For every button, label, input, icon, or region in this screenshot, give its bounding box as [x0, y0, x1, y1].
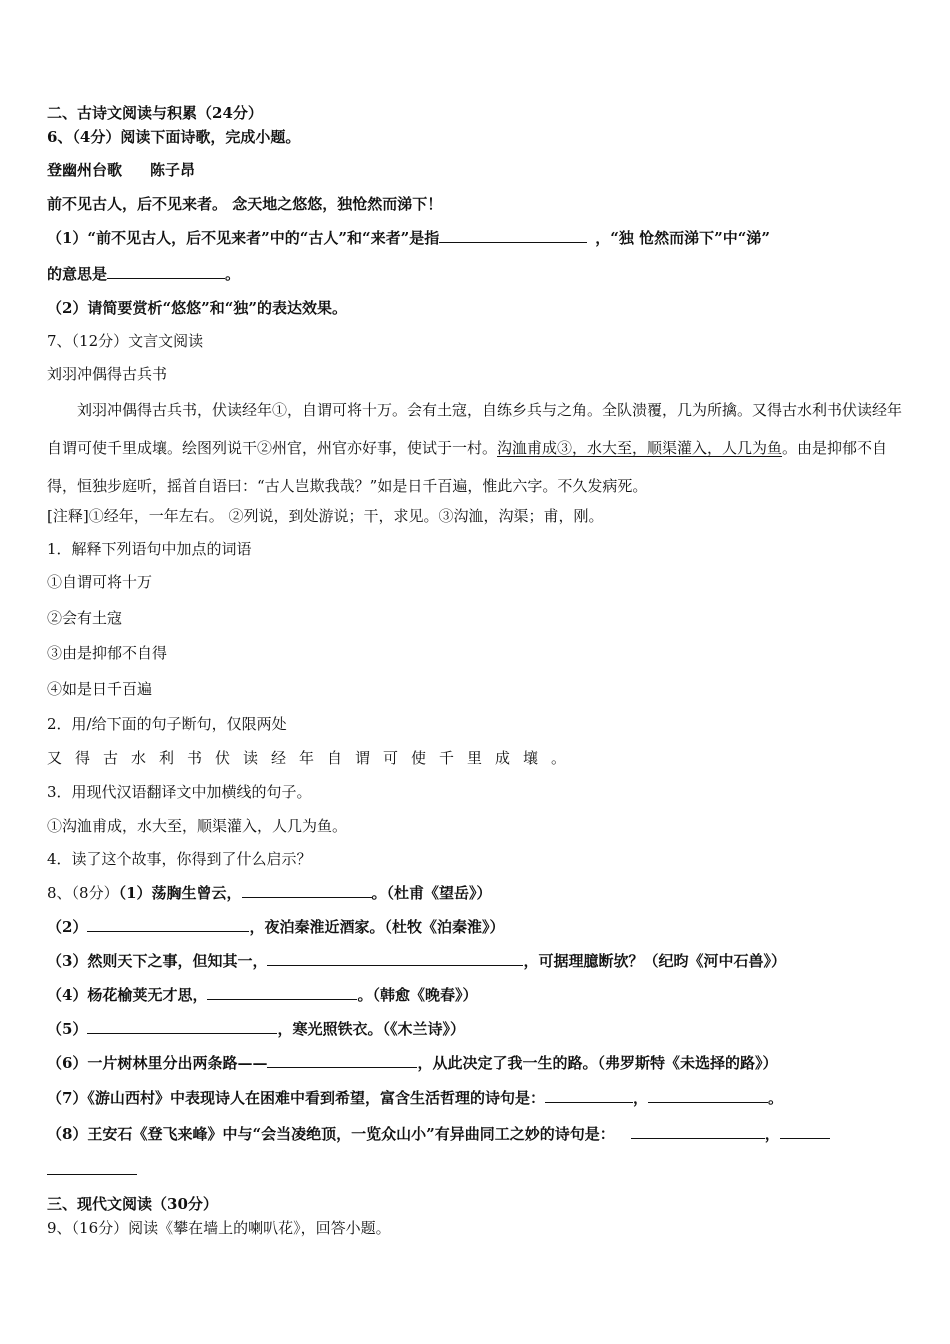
- question-6-header: [47, 127, 906, 147]
- q8-text: ，从此决定了我一生的路。（弗罗斯特《未选择的路》）: [417, 1054, 778, 1072]
- question-8-line1: [47, 883, 906, 903]
- q8-text: （8）王安石《登飞来峰》中与“会当凌绝顶，一览众山小”有异曲同工之妙的诗句是：: [47, 1125, 615, 1143]
- answer-blank[interactable]: [267, 1053, 417, 1068]
- answer-blank[interactable]: [648, 1088, 768, 1103]
- q8-text: （2）: [47, 918, 88, 936]
- sub1-line2-prefix: 的意思是: [47, 265, 108, 283]
- passage-part1: 刘羽冲偶得古兵书，伏读经年①，自谓可将十万。会有土寇，自练乡兵与之角。全队溃覆，几为所擒。又得古水利书伏读经年自谓可使千里成壤。绘图列说干②州官，州官亦好事，使试于一村。: [47, 401, 903, 457]
- question-6-header-text: 6、（4分）阅读下面诗歌，完成小题。: [47, 128, 301, 146]
- q8-text: 。（杜甫《望岳》）: [371, 884, 492, 902]
- poem-title: 登幽州台歌: [47, 161, 123, 179]
- question-8-line3: [47, 951, 906, 971]
- question-8-line2: [47, 917, 906, 937]
- sub1-line2-suffix: 。: [225, 265, 241, 283]
- q7-sub2-sentence: 又得古水利书伏读经年自谓可使千里成壤。: [47, 749, 580, 767]
- q7-sub1-item: ①自谓可将十万: [47, 573, 153, 591]
- q7-sub1: 1．解释下列语句中加点的词语: [47, 540, 252, 558]
- passage-underlined-sentence: 沟洫甫成③，水大至，顺渠灌入，人几为鱼: [497, 439, 783, 457]
- q8-text: （5）: [47, 1020, 88, 1038]
- passage-title: 刘羽冲偶得古兵书: [47, 365, 168, 383]
- q7-sub2: 2．用/给下面的句子断句，仅限两处: [47, 715, 287, 733]
- answer-blank[interactable]: [631, 1124, 765, 1139]
- answer-blank[interactable]: [107, 264, 225, 279]
- question-8-line6: [47, 1053, 906, 1073]
- question-8-line8: [47, 1124, 906, 1144]
- q7-sub4: 4．读了这个故事，你得到了什么启示？: [47, 850, 312, 868]
- q8-text: ，可据理臆断欤？（纪昀《河中石兽》）: [523, 952, 786, 970]
- q8-text: 。: [767, 1089, 783, 1107]
- question-8-line7: [47, 1088, 906, 1108]
- q8-text: （6）一片树林里分出两条路——: [47, 1054, 268, 1072]
- q7-sub3-item: ①沟洫甫成，水大至，顺渠灌入，人几为鱼。: [47, 817, 348, 835]
- q7-sub1-item: ②会有土寇: [47, 609, 123, 627]
- poem-text: 前不见古人，后不见来者。 念天地之悠悠，独怆然而涕下！: [47, 195, 443, 213]
- q7-sub3: 3．用现代汉语翻译文中加横线的句子。: [47, 783, 312, 801]
- answer-blank[interactable]: [242, 883, 372, 898]
- question-8-line5: [47, 1019, 906, 1039]
- q8-text: （7）《游山西村》中表现诗人在困难中看到希望，富含生活哲理的诗句是：: [47, 1089, 545, 1107]
- q8-text: ，寒光照铁衣。（《木兰诗》）: [277, 1020, 465, 1038]
- question-8-line8-continued: [47, 1160, 906, 1180]
- q8-text: ，夜泊秦淮近酒家。（杜牧《泊秦淮》）: [249, 918, 505, 936]
- section-2-title: 二、古诗文阅读与积累（24分）: [47, 104, 263, 122]
- passage-part2: 。由是抑郁不自得，恒独步庭听，摇首自语曰：“古人岂欺我哉？”如是日千百遍，惟此六字。不久发病死。: [47, 439, 888, 495]
- answer-blank[interactable]: [439, 228, 587, 243]
- q8-text: ，: [764, 1125, 780, 1143]
- answer-blank[interactable]: [207, 985, 357, 1000]
- question-8-header: 8、（8分）: [47, 884, 119, 902]
- q8-text: 。（韩愈《晚春》）: [357, 986, 478, 1004]
- poem-heading: [47, 160, 906, 180]
- question-6-sub2: （2）请简要赏析“悠悠”和“独”的表达效果。: [47, 299, 347, 317]
- sub1-part2: ，“独 怆然而涕下”中“涕”: [595, 229, 770, 247]
- section-3-title: 三、现代文阅读（30分）: [47, 1195, 218, 1213]
- question-6-sub1-continued: [47, 264, 906, 284]
- question-7-header: 7、（12分）文言文阅读: [47, 332, 204, 350]
- question-9-header: 9、（16分）阅读《攀在墙上的喇叭花》，回答小题。: [47, 1219, 391, 1237]
- answer-blank[interactable]: [545, 1088, 633, 1103]
- answer-blank[interactable]: [87, 917, 249, 932]
- passage-body: [47, 391, 905, 505]
- q8-text: （4）杨花榆荚无才思，: [47, 986, 208, 1004]
- sub1-part1: （1）“前不见古人，后不见来者”中的“古人”和“来者”是指: [47, 229, 440, 247]
- passage-note: [注释]①经年，一年左右。 ②列说，到处游说；干，求见。③沟洫，沟渠；甫，刚。: [47, 507, 604, 525]
- poem-author: 陈子昂: [150, 161, 196, 179]
- q8-text: （1）荡胸生曾云，: [118, 884, 242, 902]
- answer-blank[interactable]: [47, 1160, 137, 1175]
- question-6-sub1: [47, 228, 906, 248]
- q7-sub1-item: ④如是日千百遍: [47, 680, 153, 698]
- answer-blank[interactable]: [780, 1124, 830, 1139]
- answer-blank[interactable]: [267, 951, 523, 966]
- q8-text: ，: [632, 1089, 648, 1107]
- q8-text: （3）然则天下之事，但知其一，: [47, 952, 268, 970]
- q7-sub1-item: ③由是抑郁不自得: [47, 644, 168, 662]
- answer-blank[interactable]: [87, 1019, 277, 1034]
- question-8-line4: [47, 985, 906, 1005]
